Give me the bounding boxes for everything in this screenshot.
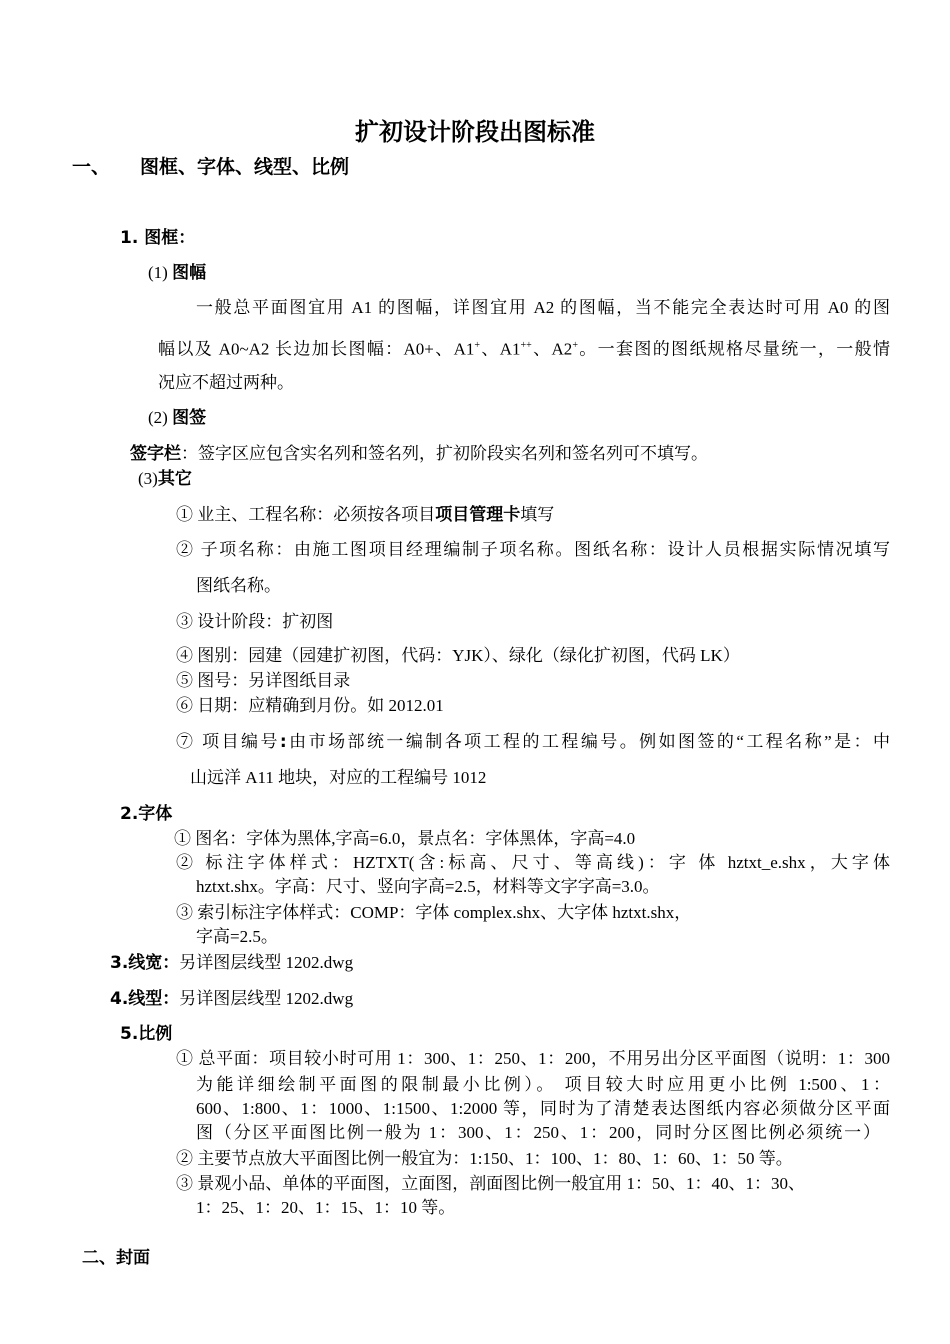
signature-label: 签字栏 <box>130 444 181 464</box>
subsection-title: 其它 <box>157 469 192 489</box>
frame-heading: 1. 图框： <box>120 228 196 248</box>
paragraph-line: 况应不超过两种。 <box>158 373 294 392</box>
font-heading: 2.字体 <box>120 804 173 824</box>
subsection-label: (1) <box>148 263 173 282</box>
list-item: ② 标注字体样式：HZTXT(含:标高、尺寸、等高线)：字 体 hztxt_e.shx，大字体 <box>176 853 890 872</box>
list-item-continued: 1：25、1：20、1：15、1：10 等。 <box>196 1198 456 1217</box>
list-item: ① 图名：字体为黑体,字高=6.0，景点名：字体黑体，字高=4.0 <box>174 829 636 848</box>
page-title: 扩初设计阶段出图标准 <box>355 118 595 146</box>
list-item-continued: 图纸名称。 <box>196 576 281 595</box>
list-item: ① 总平面：项目较小时可用 1：300、1：250、1：200，不用另出分区平面图（说明：1：300 <box>176 1049 890 1068</box>
subsection-title: 图幅 <box>172 263 207 283</box>
list-item: ① 业主、工程名称：必须按各项目项目管理卡填写 <box>176 505 555 525</box>
list-item: ⑥ 日期：应精确到月份。如 2012.01 <box>176 696 444 715</box>
subsection-label: (2) <box>148 408 173 427</box>
list-item: ② 主要节点放大平面图比例一般宜为：1:150、1：100、1：80、1：60、1：50 等。 <box>176 1149 793 1168</box>
section-2-title: 二、封面 <box>82 1248 150 1268</box>
line-type-item: 4.线型：另详图层线型 1202.dwg <box>110 989 354 1009</box>
section-1-number: 一、 <box>72 156 111 178</box>
subsection-sheet-size <box>148 263 206 283</box>
subsection-title-block <box>148 408 206 428</box>
list-item: ③ 索引标注字体样式：COMP：字体 complex.shx、大字体 hztxt.shx， <box>176 903 692 922</box>
list-item-continued: 山远洋 A11 地块，对应的工程编号 1012 <box>190 768 487 787</box>
signature-text: ：签字区应包含实名列和签名列，扩初阶段实名列和签名列可不填写。 <box>181 444 708 463</box>
section-1-title: 图框、字体、线型、比例 <box>140 156 350 178</box>
list-item: ③ 设计阶段：扩初图 <box>176 612 334 631</box>
subsection-label: (3) <box>138 469 158 488</box>
list-item-continued: hztxt.shx。字高：尺寸、竖向字高=2.5，材料等文字字高=3.0。 <box>196 877 660 896</box>
scale-heading: 5.比例 <box>120 1024 173 1044</box>
list-item-continued: 字高=2.5。 <box>196 927 278 946</box>
list-item: ② 子项名称：由施工图项目经理编制子项名称。图纸名称：设计人员根据实际情况填写 <box>176 540 890 559</box>
list-item: ⑤ 图号：另详图纸目录 <box>176 671 351 690</box>
list-item-continued: 为能详细绘制平面图的限制最小比例）。 项目较大时应用更小比例 1:500、1： <box>196 1075 890 1094</box>
paragraph-line: 幅以及 A0~A2 长边加长图幅：A0+、A1+、A1++、A2+。一套图的图纸规格尽量统一，一般情 <box>158 339 891 359</box>
subsection-other <box>138 469 192 489</box>
paragraph-line: 一般总平面图宜用 A1 的图幅，详图宜用 A2 的图幅，当不能完全表达时可用 A0 的图 <box>196 298 890 317</box>
list-item: ⑦ 项目编号:由市场部统一编制各项工程的工程编号。例如图签的“工程名称”是：中 <box>176 732 891 752</box>
line-width-item: 3.线宽：另详图层线型 1202.dwg <box>110 953 354 973</box>
list-item-continued: 图（分区平面图比例一般为 1：300、1：250、1：200，同时分区图比例必须统一） <box>196 1123 880 1142</box>
signature-note <box>130 444 708 464</box>
list-item: ③ 景观小品、单体的平面图，立面图，剖面图比例一般宜用 1：50、1：40、1：30、 <box>176 1174 805 1193</box>
list-item: ④ 图别：园建（园建扩初图，代码：YJK）、绿化（绿化扩初图，代码 LK） <box>176 646 740 665</box>
list-item-continued: 600、1:800、1：1000、1:1500、1:2000 等，同时为了清楚表达图纸内容必须做分区平面 <box>196 1099 890 1118</box>
subsection-title: 图签 <box>172 408 207 428</box>
